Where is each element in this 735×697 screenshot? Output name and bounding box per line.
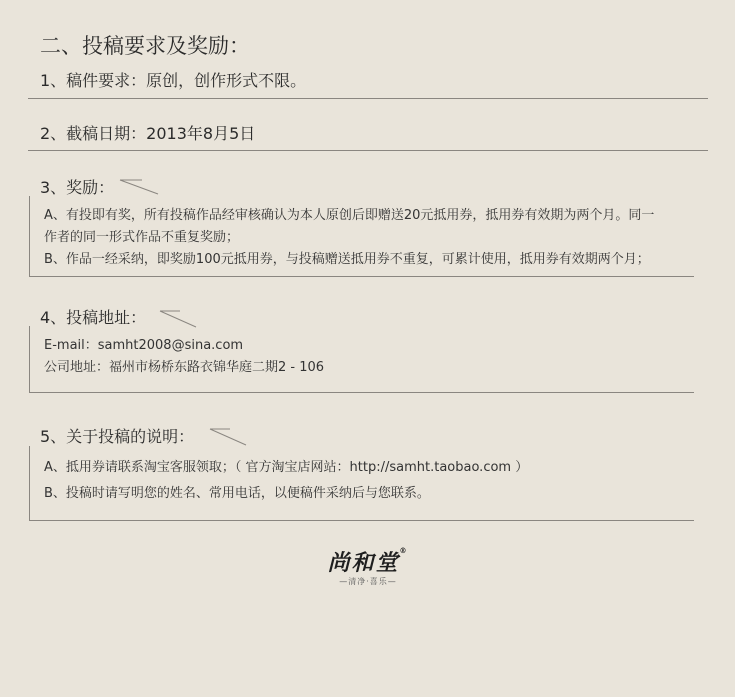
reward-line-a: A、有投即有奖，所有投稿作品经审核确认为本人原创后即赠送20元抵用券，抵用券有效期为两个月。同一 — [44, 208, 655, 223]
registered-mark: ® — [399, 546, 409, 555]
section-reward-heading: 3、奖励： — [40, 178, 115, 197]
requirement-deadline: 2、截稿日期：2013年8月5日 — [40, 124, 256, 143]
section-notes-box — [29, 446, 694, 521]
reward-line-b: B、作品一经采纳，即奖励100元抵用券，与投稿赠送抵用券不重复，可累计使用，抵用券有效期两个月； — [44, 252, 650, 267]
company-address: 公司地址：福州市杨桥东路衣锦华庭二期2 - 106 — [44, 360, 325, 375]
brand-tagline: —清净·喜乐— — [339, 577, 397, 586]
reward-line-a-cont: 作者的同一形式作品不重复奖励； — [44, 230, 240, 245]
divider-2 — [28, 150, 708, 151]
requirement-originality: 1、稿件要求：原创，创作形式不限。 — [40, 71, 307, 90]
page-title: 二、投稿要求及奖励： — [40, 34, 250, 58]
section-reward-box — [29, 196, 694, 277]
divider-1 — [28, 98, 708, 99]
section-address-box — [29, 326, 694, 393]
brand-logo — [318, 546, 418, 587]
brand-name: 尚和堂 — [327, 550, 400, 576]
heading-slash-decoration — [208, 427, 248, 447]
notes-line-a: A、抵用券请联系淘宝客服领取；（ 官方淘宝店网站：http://samht.taobao.com ） — [44, 460, 529, 475]
contact-email: E-mail：samht2008@sina.com — [44, 338, 244, 353]
section-address-heading: 4、投稿地址： — [40, 308, 147, 327]
section-notes-heading: 5、关于投稿的说明： — [40, 427, 195, 446]
heading-slash-decoration — [118, 178, 160, 196]
notes-line-b: B、投稿时请写明您的姓名、常用电话，以便稿件采纳后与您联系。 — [44, 486, 430, 501]
